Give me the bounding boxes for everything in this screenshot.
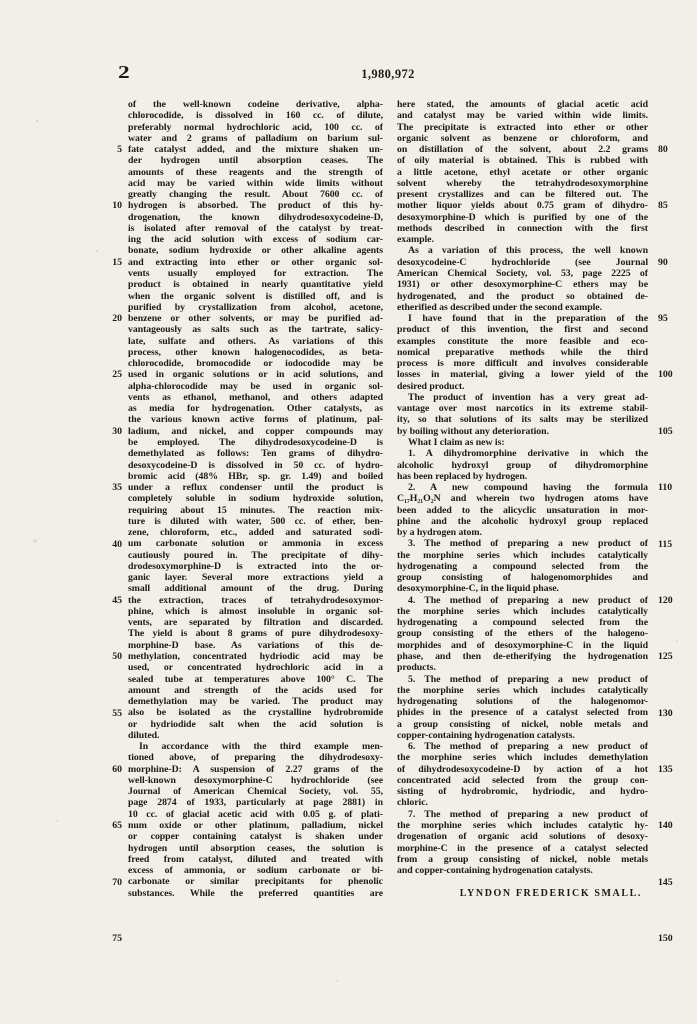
text-line: ity, so that solutions of its salts may be sterilized <box>397 414 648 426</box>
text-line: of the well-known codeine derivative, alpha- <box>128 99 383 110</box>
page-number: 2 <box>118 62 130 82</box>
right-column-text <box>397 99 648 876</box>
text-line: from a group consisting of nickel, noble metals <box>397 853 648 865</box>
text-line: The precipitate is extracted into ether or other <box>397 121 648 133</box>
text-line: phine, which is almost insoluble in organic sol- <box>128 605 383 617</box>
text-line: product is obtained in nearly quantitative yield <box>128 279 383 291</box>
text-line: ladium, and nickel, and copper compounds may <box>128 425 383 437</box>
line-number: 140 <box>658 820 673 832</box>
text-line: 10 cc. of glacial acetic acid with 0.05 g. of plati- <box>128 808 383 820</box>
text-line: num oxide or other platinum, palladium, nickel <box>128 820 383 831</box>
text-line: excess of ammonia, or sodium carbonate or bi- <box>128 865 383 877</box>
text-line: the morphine series which includes catalytically <box>397 549 648 561</box>
text-line: greatly changing the result. About 7600 cc. of <box>128 189 383 201</box>
text-line: morphine-D base. As variations of this de- <box>128 639 383 651</box>
line-number: 125 <box>658 651 673 663</box>
text-line: bonate, sodium hydroxide or other alkaline agents <box>128 245 383 257</box>
text-line: American Chemical Society, vol. 53, page 2225 of <box>397 267 648 279</box>
text-line: ture is diluted with water, 500 cc. of ether, ben- <box>128 515 383 527</box>
text-line: drodesoxymorphine-D is extracted into the or- <box>128 560 383 572</box>
text-line: drogenation, the known dihydrodesoxycodeine-D, <box>128 211 383 223</box>
text-line: chlorocodide, bromocodide or iodocodide may be <box>128 358 383 370</box>
text-line: phides in the presence of a catalyst selected from <box>397 707 648 719</box>
text-line: late, sulfate and others. As variations of this <box>128 335 383 347</box>
text-line: chlorocodide, is dissolved in 160 cc. of dilute, <box>128 110 383 122</box>
text-line: by boiling without any deterioration. <box>397 425 549 437</box>
text-line: um carbonate solution or ammonia in excess <box>128 538 383 550</box>
text-line: group consisting of halogenomorphides and <box>397 572 648 584</box>
text-line: has been replaced by hydrogen. <box>397 470 528 482</box>
text-line: or hydriodide salt when the acid solution is <box>128 718 383 730</box>
text-line: chloric. <box>397 797 428 809</box>
text-line: substances. While the preferred quantities are <box>128 887 383 899</box>
inventor-signature: LYNDON FREDERICK SMALL. <box>459 888 642 899</box>
text-line: requiring about 15 minutes. The reaction mix- <box>128 504 383 516</box>
text-line: when the organic solvent is distilled off, and is <box>128 290 383 302</box>
text-line: drogenation of organic acid solutions of desoxy- <box>397 831 648 843</box>
text-line: the morphine series which includes catalytic hy- <box>397 820 648 831</box>
text-line: 6. The method of preparing a new product of <box>408 741 648 753</box>
text-line: process, other known halogenocodides, as beta- <box>128 346 383 358</box>
text-line: group consisting of the ethers of the halogeno- <box>397 628 648 640</box>
text-line: alpha-chlorocodide may be used in organic sol- <box>128 380 383 392</box>
text-line: Journal of American Chemical Society, vol. 55, <box>128 786 383 798</box>
text-line: here stated, the amounts of glacial acetic acid <box>397 99 648 110</box>
text-line: of oily material is obtained. This is rubbed with <box>397 155 648 167</box>
text-line: bromic acid (48% HBr, sp. gr. 1.49) and boiled <box>128 470 383 482</box>
text-line: desoxymorphine-D which is purified by one of the <box>397 211 648 223</box>
line-number: 5 <box>117 144 122 156</box>
text-line: sisting of hydrobromic, hydriodic, and hydro- <box>397 786 648 798</box>
left-column-text <box>128 99 383 899</box>
line-number: 40 <box>112 538 122 550</box>
line-number: 25 <box>112 369 122 381</box>
text-line: morphine-C in the presence of a catalyst selected <box>397 842 648 854</box>
line-number: 110 <box>658 482 673 494</box>
line-number: 135 <box>658 763 673 775</box>
text-line: 5. The method of preparing a new product of <box>408 673 648 685</box>
line-number: 85 <box>658 200 668 212</box>
text-line: tioned above, of preparing the dihydrodesoxy- <box>128 752 383 764</box>
patent-number: 1,980,972 <box>361 67 415 81</box>
text-line: vents as ethanol, methanol, and others adapted <box>128 391 383 403</box>
text-line: phase, and then de-etherifying the hydrogenation <box>397 651 648 663</box>
text-line: What I claim as new is: <box>408 436 505 448</box>
line-number: 90 <box>658 256 668 268</box>
text-line: used, or concentrated hydrochloric acid in a <box>128 662 383 674</box>
line-number: 145 <box>658 876 673 888</box>
text-line: or copper containing catalyst is shaken under <box>128 831 383 843</box>
text-line: products. <box>397 662 436 674</box>
line-number: 35 <box>112 482 122 494</box>
text-line: vantageously as salts such as the tartrate, salicy- <box>128 324 383 336</box>
text-line: amounts of these reagents and the strength of <box>128 166 383 178</box>
text-line: hydrogenating a compound selected from the <box>397 617 648 629</box>
text-line: solvent whereby the tetrahydrodesoxymorphine <box>397 177 648 189</box>
text-line: vents usually employed for extraction. The <box>128 267 383 279</box>
text-line: freed from catalyst, diluted and treated with <box>128 853 383 865</box>
text-line: The product of invention has a very great ad- <box>408 391 648 403</box>
text-line: concentrated acid selected from the group con- <box>397 774 648 786</box>
line-number: 10 <box>112 200 122 212</box>
text-line: As a variation of this process, the well known <box>408 245 648 257</box>
text-line: be employed. The dihydrodesoxycodeine-D is <box>128 436 383 448</box>
text-line: der hydrogen until absorption ceases. The <box>128 155 383 167</box>
text-line: benzene or other solvents, or may be purified ad- <box>128 313 383 325</box>
text-line: examples constitute the more feasible and eco- <box>397 335 648 347</box>
text-line: preferably normal hydrochloric acid, 100 cc. of <box>128 121 383 133</box>
text-line: a little acetone, ethyl acetate or other organic <box>397 166 648 178</box>
text-line: as media for hydrogenation. Other catalysts, as <box>128 403 383 415</box>
line-number: 50 <box>112 651 122 663</box>
text-line: on distillation of the solvent, about 2.2 grams <box>397 144 648 156</box>
text-line: product of this invention, the first and second <box>397 324 648 336</box>
line-number: 65 <box>112 820 122 832</box>
line-number: 100 <box>658 369 673 381</box>
text-line: 4. The method of preparing a new product of <box>408 594 648 606</box>
text-line: water and 2 grams of palladium on barium sul- <box>128 132 383 144</box>
text-line: of dihydrodesoxycodeine-D by action of a hot <box>397 763 648 775</box>
text-line: page 2874 of 1933, particularly at page 2881) in <box>128 797 383 809</box>
text-line: under a reflux condenser until the product is <box>128 482 383 494</box>
text-line: ing the acid solution with excess of sodium car- <box>128 234 383 246</box>
text-line: used in organic solutions or in acid solutions, and <box>128 369 383 381</box>
text-line: a group consisting of nickel, noble metals and <box>397 718 648 730</box>
text-line: is isolated after removal of the catalyst by treat- <box>128 222 383 234</box>
line-number: 60 <box>112 763 122 775</box>
line-number: 105 <box>658 425 673 437</box>
scan-specks <box>36 120 38 122</box>
text-line: the extraction, traces of tetrahydrodesoxymor- <box>128 594 383 606</box>
text-line: losses in material, giving a lower yield of the <box>397 369 648 381</box>
line-number: 45 <box>112 594 122 606</box>
text-line: and extracting into ether or other organic sol- <box>128 256 383 268</box>
text-line: cautiously poured in. The precipitate of dihy- <box>128 549 383 561</box>
line-number: 120 <box>658 594 673 606</box>
text-line: I have found that in the preparation of the <box>408 313 648 325</box>
text-line: ganic layer. Several more extractions yield a <box>128 572 383 584</box>
text-line: methylation, concentrated hydriodic acid may be <box>128 651 383 663</box>
text-line: nomical preparative methods while the third <box>397 346 648 358</box>
text-line: process is more difficult and involves considerable <box>397 358 648 370</box>
line-number: 115 <box>658 538 673 550</box>
text-line: desoxycodeine-C hydrochloride (see Journal <box>397 256 648 268</box>
line-number: 70 <box>112 876 122 888</box>
line-number: 80 <box>658 144 668 156</box>
text-line: morphides and of desoxymorphine-C in the liquid <box>397 639 648 651</box>
text-line: In accordance with the third example men- <box>139 741 383 753</box>
text-line: demethylation may be varied. The product may <box>128 696 383 708</box>
text-line: etherified as described under the second example. <box>397 301 602 313</box>
line-number: 130 <box>658 707 673 719</box>
text-line: been added to the alicyclic unsaturation in mor- <box>397 504 648 516</box>
text-line: desoxycodeine-D is dissolved in 50 cc. of hydro- <box>128 459 383 471</box>
text-line: desired product. <box>397 380 465 392</box>
text-line: alcoholic hydroxyl group of dihydromorphine <box>397 459 648 471</box>
text-line: morphine-D: A suspension of 2.27 grams of the <box>128 763 383 775</box>
text-line: diluted. <box>128 729 160 741</box>
text-line: copper-containing hydrogenation catalysts. <box>397 729 575 741</box>
text-line: mother liquor yields about 0.75 gram of dihydro- <box>397 200 648 212</box>
text-line: also be isolated as the crystalline hydrobromide <box>128 707 383 719</box>
text-line: vantage over most narcotics in its extreme stabil- <box>397 403 648 415</box>
text-line: carbonate or similar precipitants for phenolic <box>128 876 383 888</box>
text-line: 2. A new compound having the formula <box>408 482 648 494</box>
text-line: and copper-containing hydrogenation catalysts. <box>397 865 593 877</box>
text-line: hydrogenating a compound selected from the <box>397 560 648 572</box>
text-line: sealed tube at temperatures above 100° C. The <box>128 673 383 685</box>
text-line: 7. The method of preparing a new product of <box>408 808 648 820</box>
text-line: phine and the alcoholic hydroxyl group replaced <box>397 515 648 527</box>
text-line: the morphine series which includes catalytically <box>397 684 648 696</box>
text-line: demethylated as follows: Ten grams of dihydro- <box>128 448 383 460</box>
line-number: 55 <box>112 707 122 719</box>
line-number: 150 <box>658 932 673 944</box>
text-line: purified by crystallization from alcohol, acetone, <box>128 301 383 313</box>
text-line: 1931) or other desoxymorphine-C ethers may be <box>397 279 648 291</box>
line-number: 20 <box>112 313 122 325</box>
text-line: fate catalyst added, and the mixture shaken un- <box>128 144 383 156</box>
text-line: 3. The method of preparing a new product of <box>408 538 648 550</box>
text-line: zene, chloroform, etc., added and saturated sodi- <box>128 527 383 539</box>
line-number: 95 <box>658 313 668 325</box>
text-line: the morphine series which includes demethylation <box>397 752 648 764</box>
text-line: and catalyst may be varied within wide limits. <box>397 110 648 122</box>
text-line: small additional amount of the drug. During <box>128 583 383 595</box>
text-line: example. <box>397 234 434 246</box>
text-line: hydrogenated, and the product so obtained de- <box>397 290 648 302</box>
line-number: 30 <box>112 425 122 437</box>
text-line: the various known active forms of platinum, pal- <box>128 414 383 426</box>
text-line: well-known desoxymorphine-C hydrochloride (see <box>128 774 383 786</box>
text-line: hydrogen is absorbed. The product of this hy- <box>128 200 383 212</box>
text-line: the morphine series which includes catalytically <box>397 605 648 617</box>
line-number: 15 <box>112 256 122 268</box>
text-line: 1. A dihydromorphine derivative in which the <box>408 448 648 460</box>
text-line: by a hydrogen atom. <box>397 527 482 539</box>
text-line: hydrogenating solutions of the halogenomor- <box>397 696 648 708</box>
text-line: completely soluble in sodium hydroxide solution, <box>128 493 383 505</box>
text-line: The yield is about 8 grams of pure dihydrodesoxy- <box>128 628 383 640</box>
text-line: C₁₇H₂₁O₂N and wherein two hydrogen atoms have <box>397 493 648 505</box>
text-line: hydrogen until absorption ceases, the solution is <box>128 842 383 854</box>
line-number: 75 <box>112 932 122 944</box>
text-line: organic solvent as benzene or chloroform, and <box>397 132 648 144</box>
text-line: amount and strength of the acids used for <box>128 684 383 696</box>
text-line: present crystallizes and can be filtered out. The <box>397 189 648 201</box>
text-line: acid may be varied within wide limits without <box>128 177 383 189</box>
text-line: desoxymorphine-C, in the liquid phase. <box>397 583 559 595</box>
text-line: vents, are separated by filtration and discarded. <box>128 617 383 629</box>
text-line: methods described in connection with the first <box>397 222 648 234</box>
